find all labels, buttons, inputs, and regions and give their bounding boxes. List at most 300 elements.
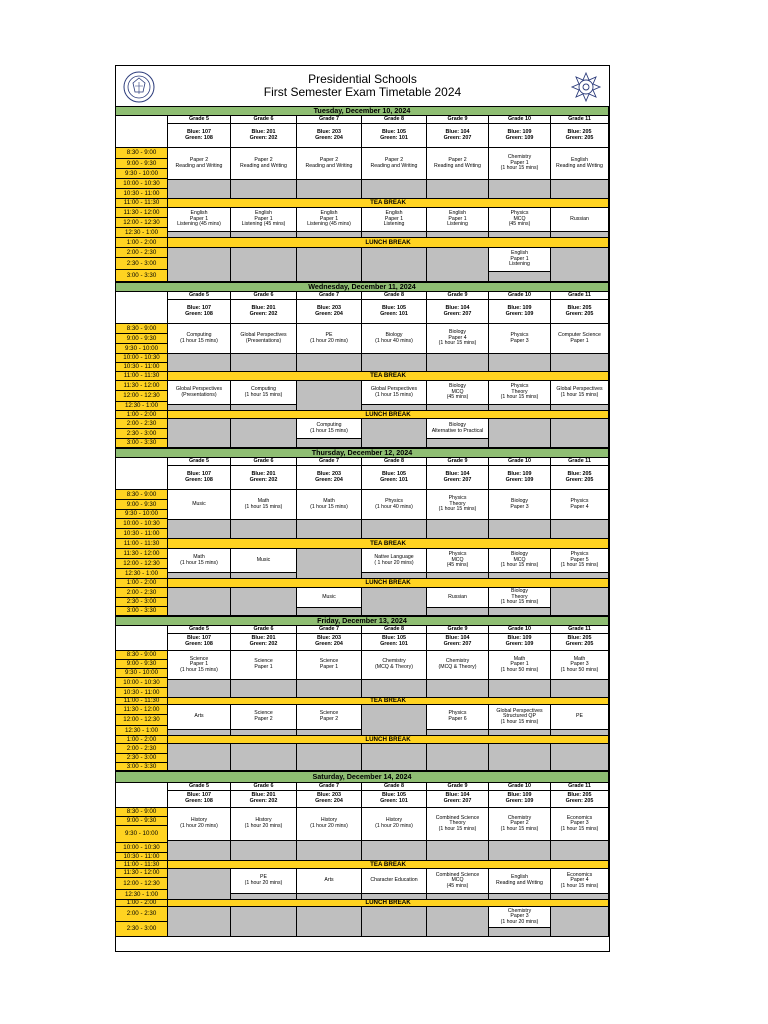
free-slot	[362, 841, 427, 861]
free-slot	[551, 419, 609, 448]
time-slot: 8:30 - 9:00	[116, 808, 168, 817]
free-slot	[427, 680, 489, 698]
page-title: Presidential Schools	[308, 72, 417, 86]
grade-header: Grade 5	[168, 458, 231, 466]
free-slot	[297, 744, 362, 771]
time-slot: 10:00 - 10:30	[116, 519, 168, 529]
room-assignment: Blue: 203 Green: 204	[297, 634, 362, 651]
exam-cell: Paper 2 Reading and Writing	[427, 148, 489, 180]
exam-cell: Russian	[427, 588, 489, 608]
time-slot: 9:30 - 10:00	[116, 826, 168, 843]
free-slot	[551, 520, 609, 539]
free-slot	[231, 248, 297, 282]
free-slot	[297, 180, 362, 199]
free-slot	[231, 419, 297, 448]
free-slot	[168, 869, 231, 900]
exam-cell: Arts	[168, 705, 231, 730]
exam-cell: English Paper 1 Listening (45 mins)	[231, 208, 297, 232]
time-corner	[116, 458, 168, 490]
time-slot: 1:00 - 2:00	[116, 736, 168, 744]
time-slot: 10:30 - 11:00	[116, 853, 168, 861]
time-corner	[116, 626, 168, 651]
room-assignment: Blue: 205 Green: 205	[551, 466, 609, 490]
free-slot	[362, 705, 427, 736]
time-slot: 2:00 - 2:30	[116, 744, 168, 754]
time-slot: 9:00 - 9:30	[116, 660, 168, 669]
exam-cell: English Reading and Writing	[489, 869, 551, 894]
free-slot	[489, 680, 551, 698]
exam-cell: Computing (1 hour 15 mins)	[297, 419, 362, 439]
free-slot	[168, 354, 231, 372]
grade-header: Grade 8	[362, 783, 427, 791]
exam-cell: Science Paper 1	[297, 651, 362, 680]
free-slot	[168, 841, 231, 861]
exam-cell: Math (1 hour 15 mins)	[231, 490, 297, 520]
exam-cell: History (1 hour 20 mins)	[297, 808, 362, 841]
room-assignment: Blue: 105 Green: 101	[362, 634, 427, 651]
exam-cell: English Paper 1 Listening	[427, 208, 489, 232]
time-slot: 8:30 - 9:00	[116, 324, 168, 334]
room-assignment: Blue: 104 Green: 207	[427, 634, 489, 651]
room-assignment: Blue: 201 Green: 202	[231, 300, 297, 324]
exam-cell: Music	[231, 549, 297, 573]
exam-cell: Math Paper 1 (1 hour 50 mins)	[489, 651, 551, 680]
grade-header: Grade 7	[297, 292, 362, 300]
grade-header: Grade 5	[168, 626, 231, 634]
exam-cell: Science Paper 2	[231, 705, 297, 730]
free-slot	[489, 354, 551, 372]
grade-header: Grade 10	[489, 458, 551, 466]
lunch-break-bar: LUNCH BREAK	[168, 900, 609, 907]
time-slot: 11:00 - 11:30	[116, 372, 168, 381]
day-date-header: Saturday, December 14, 2024	[116, 771, 609, 783]
free-slot	[168, 744, 231, 771]
time-slot: 3:00 - 3:30	[116, 763, 168, 771]
exam-cell: Physics Paper 5 (1 hour 15 mins)	[551, 549, 609, 573]
time-slot: 2:30 - 3:00	[116, 598, 168, 607]
free-slot	[362, 248, 427, 282]
free-slot	[489, 608, 551, 616]
lunch-break-bar: LUNCH BREAK	[168, 238, 609, 248]
room-assignment: Blue: 203 Green: 204	[297, 466, 362, 490]
room-assignment: Blue: 205 Green: 205	[551, 791, 609, 808]
time-slot: 9:00 - 9:30	[116, 159, 168, 169]
free-slot	[427, 744, 489, 771]
free-slot	[231, 354, 297, 372]
free-slot	[489, 841, 551, 861]
free-slot	[168, 907, 231, 937]
exam-cell: English Reading and Writing	[551, 148, 609, 180]
time-slot: 10:30 - 11:00	[116, 363, 168, 372]
time-slot: 2:00 - 2:30	[116, 907, 168, 922]
school-seal-icon	[122, 70, 156, 104]
free-slot	[427, 248, 489, 282]
time-slot: 12:00 - 12:30	[116, 218, 168, 228]
free-slot	[489, 180, 551, 199]
time-slot: 10:00 - 10:30	[116, 843, 168, 853]
time-slot: 10:00 - 10:30	[116, 354, 168, 363]
exam-cell: English Paper 1 Listening (45 mins)	[297, 208, 362, 232]
free-slot	[231, 180, 297, 199]
room-assignment: Blue: 107 Green: 108	[168, 300, 231, 324]
free-slot	[168, 588, 231, 616]
free-slot	[489, 520, 551, 539]
time-slot: 9:00 - 9:30	[116, 817, 168, 826]
time-slot: 8:30 - 9:00	[116, 651, 168, 660]
time-slot: 11:30 - 12:00	[116, 381, 168, 391]
exam-cell: Physics MCQ (45 mins)	[489, 208, 551, 232]
exam-cell: Biology Paper 4 (1 hour 15 mins)	[427, 324, 489, 354]
exam-cell: Math (1 hour 15 mins)	[168, 549, 231, 573]
room-assignment: Blue: 109 Green: 109	[489, 300, 551, 324]
exam-cell: Global Perspectives (1 hour 15 mins)	[551, 381, 609, 405]
room-assignment: Blue: 104 Green: 207	[427, 300, 489, 324]
room-assignment: Blue: 104 Green: 207	[427, 124, 489, 148]
grade-header: Grade 9	[427, 626, 489, 634]
room-assignment: Blue: 205 Green: 205	[551, 634, 609, 651]
tea-break-bar: TEA BREAK	[168, 698, 609, 705]
grade-header: Grade 10	[489, 626, 551, 634]
free-slot	[427, 180, 489, 199]
free-slot	[551, 588, 609, 616]
free-slot	[551, 744, 609, 771]
lunch-break-bar: LUNCH BREAK	[168, 736, 609, 744]
room-assignment: Blue: 109 Green: 109	[489, 791, 551, 808]
exam-cell: Paper 2 Reading and Writing	[231, 148, 297, 180]
time-slot: 9:30 - 10:00	[116, 344, 168, 354]
day-date-header: Thursday, December 12, 2024	[116, 448, 609, 458]
exam-cell: Chemistry Paper 1 (1 hour 15 mins)	[489, 148, 551, 180]
time-slot: 2:30 - 3:00	[116, 429, 168, 439]
tea-break-bar: TEA BREAK	[168, 199, 609, 208]
exam-cell: Math Paper 3 (1 hour 50 mins)	[551, 651, 609, 680]
exam-cell: Economics Paper 4 (1 hour 15 mins)	[551, 869, 609, 894]
exam-cell: Combined Science Theory (1 hour 15 mins)	[427, 808, 489, 841]
time-slot: 12:30 - 1:00	[116, 228, 168, 238]
exam-cell: Paper 2 Reading and Writing	[297, 148, 362, 180]
time-slot: 12:30 - 1:00	[116, 726, 168, 736]
time-slot: 12:00 - 12:30	[116, 878, 168, 890]
free-slot	[362, 744, 427, 771]
grade-header: Grade 7	[297, 783, 362, 791]
free-slot	[362, 907, 427, 937]
exam-cell: Computer Science Paper 1	[551, 324, 609, 354]
grade-header: Grade 6	[231, 292, 297, 300]
free-slot	[362, 354, 427, 372]
free-slot	[231, 680, 297, 698]
free-slot	[231, 744, 297, 771]
room-assignment: Blue: 104 Green: 207	[427, 466, 489, 490]
timetable-page	[115, 65, 610, 952]
day-date-header: Friday, December 13, 2024	[116, 616, 609, 626]
exam-cell: Science Paper 2	[297, 705, 362, 730]
time-slot: 9:00 - 9:30	[116, 500, 168, 510]
free-slot	[297, 907, 362, 937]
room-assignment: Blue: 107 Green: 108	[168, 634, 231, 651]
room-assignment: Blue: 205 Green: 205	[551, 300, 609, 324]
room-assignment: Blue: 105 Green: 101	[362, 300, 427, 324]
free-slot	[427, 841, 489, 861]
room-assignment: Blue: 107 Green: 108	[168, 466, 231, 490]
time-slot: 1:00 - 2:00	[116, 238, 168, 248]
time-slot: 3:00 - 3:30	[116, 439, 168, 448]
room-assignment: Blue: 107 Green: 108	[168, 791, 231, 808]
free-slot	[427, 520, 489, 539]
room-assignment: Blue: 203 Green: 204	[297, 791, 362, 808]
exam-cell: Physics (1 hour 40 mins)	[362, 490, 427, 520]
time-slot: 2:00 - 2:30	[116, 588, 168, 598]
grade-header: Grade 8	[362, 116, 427, 124]
exam-cell: PE (1 hour 20 mins)	[297, 324, 362, 354]
exam-cell: Music	[168, 490, 231, 520]
time-slot: 11:30 - 12:00	[116, 869, 168, 878]
free-slot	[362, 419, 427, 448]
free-slot	[297, 248, 362, 282]
time-slot: 12:00 - 12:30	[116, 559, 168, 569]
exam-cell: PE	[551, 705, 609, 730]
free-slot	[168, 248, 231, 282]
exam-cell: Global Perspectives (Presentations)	[231, 324, 297, 354]
exam-cell: Biology Alternative to Practical	[427, 419, 489, 439]
time-slot: 11:00 - 11:30	[116, 199, 168, 208]
time-corner	[116, 116, 168, 148]
free-slot	[297, 439, 362, 448]
tea-break-bar: TEA BREAK	[168, 861, 609, 869]
free-slot	[168, 419, 231, 448]
free-slot	[551, 354, 609, 372]
time-slot: 10:30 - 11:00	[116, 529, 168, 539]
time-slot: 11:30 - 12:00	[116, 705, 168, 715]
time-slot: 1:00 - 2:00	[116, 579, 168, 588]
grade-header: Grade 8	[362, 292, 427, 300]
free-slot	[168, 180, 231, 199]
exam-cell: Science Paper 1 (1 hour 15 mins)	[168, 651, 231, 680]
exam-cell: Physics Paper 4	[551, 490, 609, 520]
room-assignment: Blue: 205 Green: 205	[551, 124, 609, 148]
time-slot: 12:30 - 1:00	[116, 890, 168, 900]
free-slot	[297, 841, 362, 861]
room-assignment: Blue: 105 Green: 101	[362, 124, 427, 148]
grade-header: Grade 8	[362, 458, 427, 466]
free-slot	[231, 588, 297, 616]
exam-cell: Chemistry Paper 2 (1 hour 15 mins)	[489, 808, 551, 841]
time-slot: 9:30 - 10:00	[116, 669, 168, 678]
grade-header: Grade 6	[231, 458, 297, 466]
exam-cell: Biology (1 hour 40 mins)	[362, 324, 427, 354]
room-assignment: Blue: 109 Green: 109	[489, 634, 551, 651]
time-slot: 12:30 - 1:00	[116, 402, 168, 411]
exam-cell: Chemistry (MCQ & Theory)	[362, 651, 427, 680]
free-slot	[551, 841, 609, 861]
grade-header: Grade 9	[427, 292, 489, 300]
tea-break-bar: TEA BREAK	[168, 372, 609, 381]
grade-header: Grade 11	[551, 626, 609, 634]
grade-header: Grade 7	[297, 458, 362, 466]
exam-cell: Arts	[297, 869, 362, 894]
exam-cell: Economics Paper 3 (1 hour 15 mins)	[551, 808, 609, 841]
free-slot	[297, 549, 362, 579]
grade-header: Grade 10	[489, 783, 551, 791]
grade-header: Grade 11	[551, 116, 609, 124]
exam-cell: Physics Theory (1 hour 15 mins)	[489, 381, 551, 405]
exam-cell: Biology MCQ (1 hour 15 mins)	[489, 549, 551, 573]
free-slot	[362, 588, 427, 616]
time-slot: 11:30 - 12:00	[116, 549, 168, 559]
time-slot: 1:00 - 2:00	[116, 900, 168, 907]
exam-cell: Biology MCQ (45 mins)	[427, 381, 489, 405]
free-slot	[551, 180, 609, 199]
room-assignment: Blue: 104 Green: 207	[427, 791, 489, 808]
time-slot: 8:30 - 9:00	[116, 148, 168, 159]
time-slot: 11:00 - 11:30	[116, 861, 168, 869]
free-slot	[231, 520, 297, 539]
tea-break-bar: TEA BREAK	[168, 539, 609, 549]
time-slot: 10:30 - 11:00	[116, 688, 168, 698]
emblem-icon	[569, 70, 603, 104]
time-slot: 10:00 - 10:30	[116, 179, 168, 189]
lunch-break-bar: LUNCH BREAK	[168, 579, 609, 588]
free-slot	[168, 520, 231, 539]
free-slot	[427, 354, 489, 372]
free-slot	[551, 248, 609, 282]
time-slot: 10:00 - 10:30	[116, 678, 168, 688]
exam-cell: Biology Theory (1 hour 15 mins)	[489, 588, 551, 608]
time-slot: 2:30 - 3:00	[116, 922, 168, 937]
time-slot: 12:30 - 1:00	[116, 569, 168, 579]
time-slot: 12:00 - 12:30	[116, 715, 168, 726]
exam-cell: PE (1 hour 20 mins)	[231, 869, 297, 894]
free-slot	[231, 907, 297, 937]
room-assignment: Blue: 105 Green: 101	[362, 466, 427, 490]
time-slot: 9:30 - 10:00	[116, 510, 168, 519]
time-slot: 2:30 - 3:00	[116, 754, 168, 763]
time-slot: 2:30 - 3:00	[116, 258, 168, 270]
room-assignment: Blue: 107 Green: 108	[168, 124, 231, 148]
exam-cell: History (1 hour 20 mins)	[168, 808, 231, 841]
grade-header: Grade 6	[231, 626, 297, 634]
free-slot	[489, 419, 551, 448]
time-slot: 1:00 - 2:00	[116, 411, 168, 419]
free-slot	[297, 680, 362, 698]
grade-header: Grade 5	[168, 783, 231, 791]
free-slot	[297, 381, 362, 411]
free-slot	[297, 608, 362, 616]
exam-cell: Physics Theory (1 hour 15 mins)	[427, 490, 489, 520]
free-slot	[489, 744, 551, 771]
grade-header: Grade 11	[551, 783, 609, 791]
free-slot	[297, 520, 362, 539]
exam-cell: English Paper 1 Listening	[489, 248, 551, 272]
exam-cell: Paper 2 Reading and Writing	[362, 148, 427, 180]
time-slot: 2:00 - 2:30	[116, 248, 168, 258]
free-slot	[427, 608, 489, 616]
grade-header: Grade 5	[168, 292, 231, 300]
room-assignment: Blue: 203 Green: 204	[297, 300, 362, 324]
exam-cell: English Paper 1 Listening	[362, 208, 427, 232]
exam-cell: Paper 2 Reading and Writing	[168, 148, 231, 180]
time-slot: 12:00 - 12:30	[116, 391, 168, 402]
room-assignment: Blue: 201 Green: 202	[231, 634, 297, 651]
exam-cell: Physics MCQ (45 mins)	[427, 549, 489, 573]
free-slot	[362, 680, 427, 698]
exam-cell: History (1 hour 20 mins)	[231, 808, 297, 841]
free-slot	[551, 680, 609, 698]
free-slot	[231, 841, 297, 861]
time-slot: 11:30 - 12:00	[116, 208, 168, 218]
exam-cell: Global Perspectives (1 hour 15 mins)	[362, 381, 427, 405]
grade-header: Grade 10	[489, 292, 551, 300]
exam-cell: English Paper 1 Listening (45 mins)	[168, 208, 231, 232]
page-subtitle: First Semester Exam Timetable 2024	[263, 85, 462, 99]
grade-header: Grade 9	[427, 783, 489, 791]
exam-cell: Global Perspectives (Presentations)	[168, 381, 231, 405]
grade-header: Grade 9	[427, 116, 489, 124]
free-slot	[551, 907, 609, 937]
grade-header: Grade 8	[362, 626, 427, 634]
free-slot	[427, 907, 489, 937]
time-slot: 11:00 - 11:30	[116, 539, 168, 549]
grade-header: Grade 9	[427, 458, 489, 466]
free-slot	[168, 680, 231, 698]
grade-header: Grade 7	[297, 116, 362, 124]
exam-cell: Native Language ( 1 hour 20 mins)	[362, 549, 427, 573]
time-slot: 3:00 - 3:30	[116, 270, 168, 282]
exam-cell: Math (1 hour 15 mins)	[297, 490, 362, 520]
time-slot: 11:00 - 11:30	[116, 698, 168, 705]
free-slot	[489, 928, 551, 937]
exam-cell: Chemistry (MCQ & Theory)	[427, 651, 489, 680]
exam-cell: Global Perspectives Structured QP (1 hour 15 mins)	[489, 705, 551, 730]
grade-header: Grade 6	[231, 783, 297, 791]
exam-cell: Character Education	[362, 869, 427, 894]
free-slot	[362, 520, 427, 539]
day-date-header: Wednesday, December 11, 2024	[116, 282, 609, 292]
exam-cell: History (1 hour 20 mins)	[362, 808, 427, 841]
grade-header: Grade 7	[297, 626, 362, 634]
exam-cell: Science Paper 1	[231, 651, 297, 680]
day-date-header: Tuesday, December 10, 2024	[116, 106, 609, 116]
exam-cell: Computing (1 hour 15 mins)	[168, 324, 231, 354]
free-slot	[362, 180, 427, 199]
grade-header: Grade 10	[489, 116, 551, 124]
exam-cell: Chemistry Paper 3 (1 hour 20 mins)	[489, 907, 551, 928]
exam-cell: Physics Paper 3	[489, 324, 551, 354]
exam-cell: Music	[297, 588, 362, 608]
time-slot: 9:00 - 9:30	[116, 334, 168, 344]
time-slot: 2:00 - 2:30	[116, 419, 168, 429]
free-slot	[489, 272, 551, 282]
lunch-break-bar: LUNCH BREAK	[168, 411, 609, 419]
room-assignment: Blue: 201 Green: 202	[231, 791, 297, 808]
grade-header: Grade 11	[551, 458, 609, 466]
free-slot	[427, 439, 489, 448]
time-slot: 3:00 - 3:30	[116, 607, 168, 616]
time-corner	[116, 292, 168, 324]
exam-cell: Russian	[551, 208, 609, 232]
time-slot: 8:30 - 9:00	[116, 490, 168, 500]
room-assignment: Blue: 201 Green: 202	[231, 466, 297, 490]
free-slot	[297, 354, 362, 372]
exam-cell: Computing (1 hour 15 mins)	[231, 381, 297, 405]
grade-header: Grade 5	[168, 116, 231, 124]
room-assignment: Blue: 105 Green: 101	[362, 791, 427, 808]
time-slot: 9:30 - 10:00	[116, 169, 168, 179]
room-assignment: Blue: 109 Green: 109	[489, 124, 551, 148]
room-assignment: Blue: 201 Green: 202	[231, 124, 297, 148]
header	[116, 66, 609, 106]
exam-cell: Physics Paper 6	[427, 705, 489, 730]
grade-header: Grade 11	[551, 292, 609, 300]
